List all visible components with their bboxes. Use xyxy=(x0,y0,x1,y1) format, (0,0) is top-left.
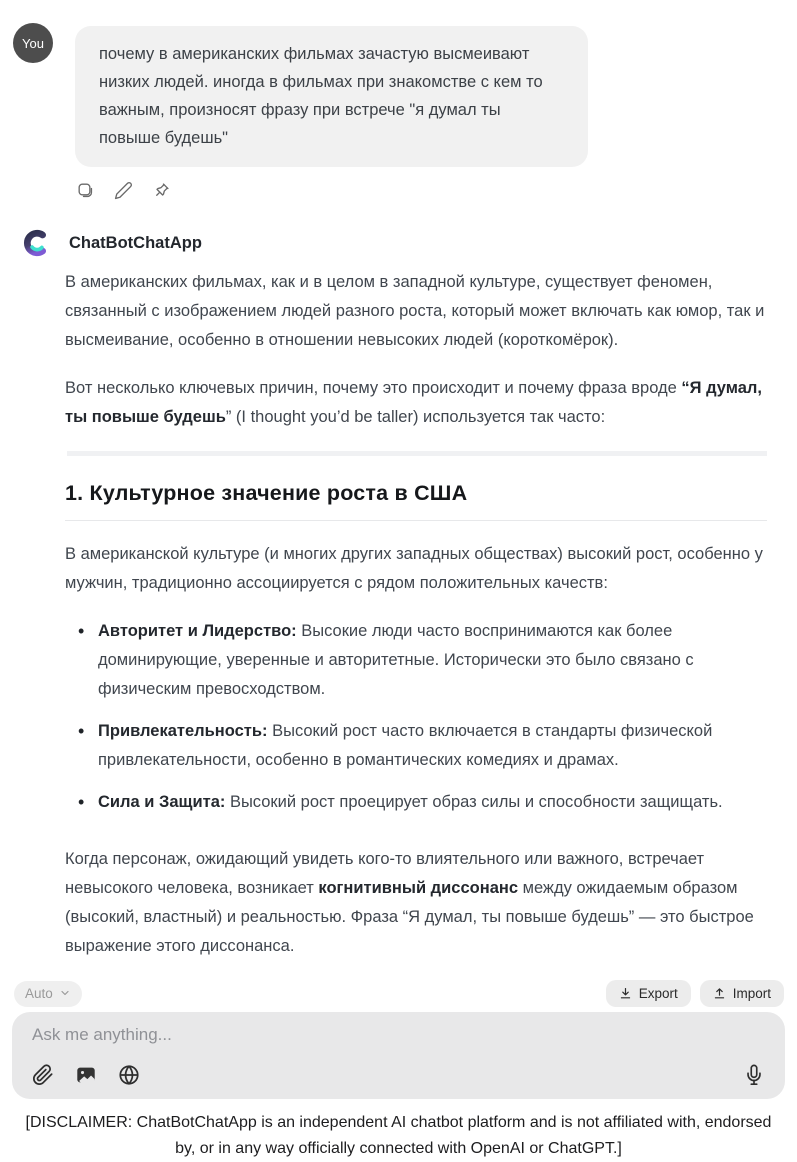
chat-page xyxy=(0,26,797,1162)
composer[interactable] xyxy=(12,1012,785,1099)
assistant-name: ChatBotChatApp xyxy=(69,233,202,252)
export-button[interactable] xyxy=(606,980,691,1007)
export-label: Export xyxy=(638,986,678,1001)
upload-icon xyxy=(713,987,726,1000)
bullet-list xyxy=(65,617,767,817)
attach-file-button[interactable] xyxy=(32,1064,54,1086)
section-heading: 1. Культурное значение роста в США xyxy=(65,481,767,521)
add-image-button[interactable] xyxy=(75,1064,97,1086)
app-logo-icon xyxy=(22,228,52,258)
bottom-controls xyxy=(14,980,784,1007)
list-item: • Привлекательность: Высокий рост часто включается в стандарты физической привлекательности, особенно в романтических комедиях и драмах. xyxy=(65,717,767,775)
disclaimer: [DISCLAIMER: ChatBotChatApp is an independent AI chatbot platform and is not affiliated with, endorsed by, or in any way officially connected with OpenAI or ChatGPT.] xyxy=(25,1114,772,1157)
paperclip-icon xyxy=(32,1064,54,1086)
copy-button[interactable] xyxy=(74,179,97,202)
import-label: Import xyxy=(732,986,771,1001)
image-icon xyxy=(75,1064,97,1086)
web-search-button[interactable] xyxy=(118,1064,140,1086)
message-input[interactable] xyxy=(32,1025,765,1045)
section-divider xyxy=(67,451,767,456)
paragraph: Вот несколько ключевых причин, почему это происходит и почему фраза вроде “Я думал, ты повыше будешь” (I thought you’d be taller) используется так часто: xyxy=(65,379,762,426)
section-lead: В американской культуре (и многих других западных обществах) высокий рост, особенно у мужчин, традиционно ассоциируется с рядом положительных качеств: xyxy=(65,545,763,592)
model-selector-label: Auto xyxy=(25,985,53,1001)
assistant-header xyxy=(22,228,797,258)
chevron-down-icon xyxy=(59,987,71,999)
list-item: • Сила и Защита: Высокий рост проецирует образ силы и способности защищать. xyxy=(65,788,767,817)
message-actions xyxy=(74,179,797,202)
download-icon xyxy=(619,987,632,1000)
user-avatar: You xyxy=(13,23,53,63)
pin-button[interactable] xyxy=(150,179,173,202)
list-item: • Авторитет и Лидерство: Высокие люди часто воспринимаются как более доминирующие, уверенные и авторитетные. Исторически это было связано с физическим превосходством. xyxy=(65,617,767,704)
copy-icon xyxy=(76,181,95,200)
edit-button[interactable] xyxy=(112,179,135,202)
voice-input-button[interactable] xyxy=(743,1064,765,1086)
assistant-message xyxy=(65,268,767,961)
export-import-group xyxy=(606,980,784,1007)
globe-icon xyxy=(118,1064,140,1086)
intro-paragraphs xyxy=(65,268,767,432)
import-button[interactable] xyxy=(700,980,784,1007)
model-selector-dropdown[interactable] xyxy=(14,981,82,1007)
pin-icon xyxy=(152,181,171,200)
outro-paragraph: Когда персонаж, ожидающий увидеть кого-то влиятельного или важного, встречает невысокого человека, возникает когнитивный диссонанс между ожидаемым образом (высокий, властный) и реальностью. Фраза “Я думал, ты повыше будешь” — это быстрое выражение этого диссонанса. xyxy=(65,850,754,955)
paragraph: В американских фильмах, как и в целом в западной культуре, существует феномен, связанный с изображением людей разного роста, который может включать как юмор, так и высмеивание, особенно в отношении невысоких людей (короткомёрок). xyxy=(65,273,765,349)
microphone-icon xyxy=(743,1064,765,1086)
edit-icon xyxy=(114,181,133,200)
user-message-bubble: почему в американских фильмах зачастую высмеивают низких людей. иногда в фильмах при знакомстве с кем то важным, произносят фразу при встрече "я думал ты повыше будешь" xyxy=(75,26,588,167)
user-message-row xyxy=(13,26,785,167)
composer-toolbar xyxy=(32,1064,765,1086)
